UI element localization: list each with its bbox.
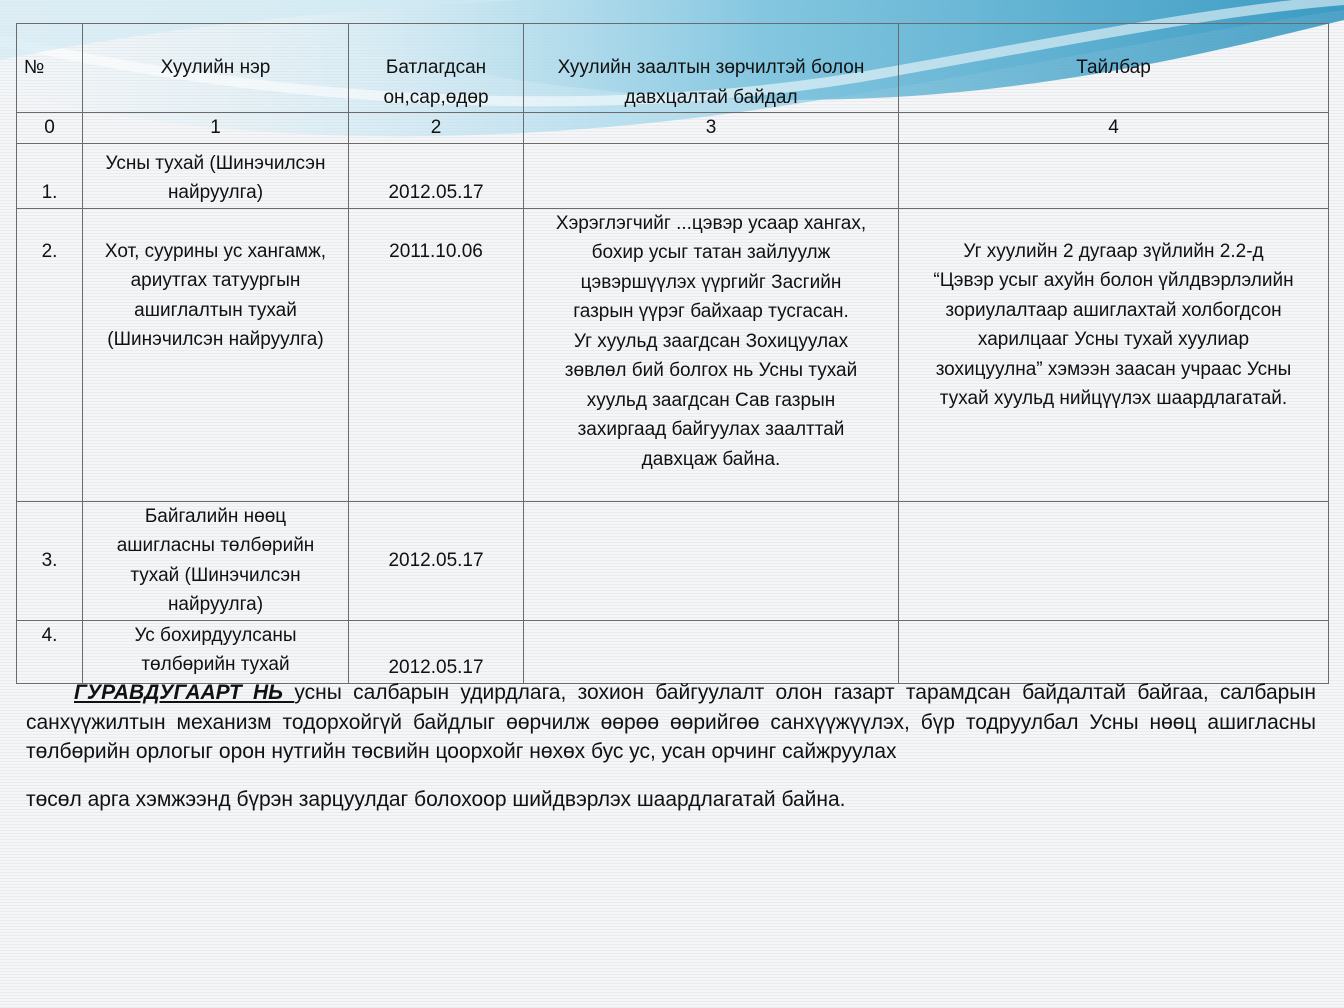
header-number: № <box>17 24 83 113</box>
row-date: 2012.05.17 <box>349 501 524 620</box>
paragraph-body: усны салбарын удирдлага, зохион байгуулалт олон газарт тарамдсан байдалтай байгаа, салбарын санхүүжилтын механизм тодорхойгүй байдлыг өөрчилж өөрөө өөрийгөө санхүүжүүлэх, бүр тодруулбал Усны нөөц ашигласны төлбөрийн орлогыг орон нутгийн төсвийн цоорхойг нөхөх бус ус, усан орчинг сайжруулах <box>26 681 1316 763</box>
row-note <box>899 501 1329 620</box>
index-cell: 0 <box>17 113 83 144</box>
paragraph-last-line: төсөл арга хэмжээнд бүрэн зарцуулдаг болохоор шийдвэрлэх шаардлагатай байна. <box>26 787 846 811</box>
row-law-name: Ус бохирдуулсаны төлбөрийн тухай <box>83 620 349 683</box>
row-number: 1. <box>17 143 83 208</box>
index-cell: 2 <box>349 113 524 144</box>
row-conflict <box>524 620 899 683</box>
header-approval-date: Батлагдсан он,сар,өдөр <box>349 24 524 113</box>
index-cell: 1 <box>83 113 349 144</box>
table-index-row <box>17 113 1329 144</box>
table-row <box>17 208 1329 501</box>
header-conflict: Хуулийн заалтын зөрчилтэй болон давхцалтай байдал <box>524 24 899 113</box>
row-date: 2012.05.17 <box>349 143 524 208</box>
table-row <box>17 143 1329 208</box>
index-cell: 3 <box>524 113 899 144</box>
row-number: 4. <box>17 620 83 683</box>
law-comparison-table <box>16 23 1329 684</box>
table-row <box>17 620 1329 683</box>
table-row <box>17 501 1329 620</box>
row-number: 2. <box>17 208 83 501</box>
row-conflict <box>524 501 899 620</box>
row-note <box>899 620 1329 683</box>
index-cell: 4 <box>899 113 1329 144</box>
row-law-name: Хот, суурины ус хангамж, ариутгах татуургын ашиглалтын тухай (Шинэчилсэн найруулга) <box>83 208 349 501</box>
header-law-name: Хуулийн нэр <box>83 24 349 113</box>
row-number: 3. <box>17 501 83 620</box>
row-date: 2012.05.17 <box>349 620 524 683</box>
row-law-name: Усны тухай (Шинэчилсэн найруулга) <box>83 143 349 208</box>
row-law-name: Байгалийн нөөц ашигласны төлбөрийн тухай (Шинэчилсэн найруулга) <box>83 501 349 620</box>
header-note: Тайлбар <box>899 24 1329 113</box>
row-note <box>899 143 1329 208</box>
row-conflict <box>524 143 899 208</box>
body-paragraph <box>26 678 1316 814</box>
table-header-row <box>17 24 1329 113</box>
row-conflict: Хэрэглэгчийг ...цэвэр усаар хангах, бохир усыг татан зайлуулж цэвэршүүлэх үүргийг Засгийн газрын үүрэг байхаар тусгасан. Уг хуульд заагдсан Зохицуулах зөвлөл бий болгох нь Усны тухай хуульд заагдсан Сав газрын захиргаад байгуулах заалттай давхцаж байна. <box>524 208 899 501</box>
row-note: Уг хуулийн 2 дугаар зүйлийн 2.2-д “Цэвэр усыг ахуйн болон үйлдвэрлэлийн зориулалтаар ашиглахтай холбогдсон харилцааг Усны тухай хуулиар зохицуулна” хэмээн заасан учраас Усны тухай хуульд нийцүүлэх шаардлагатай. <box>899 208 1329 501</box>
paragraph-heading: ГУРАВДУГААРТ НЬ <box>74 681 295 704</box>
row-date: 2011.10.06 <box>349 208 524 501</box>
